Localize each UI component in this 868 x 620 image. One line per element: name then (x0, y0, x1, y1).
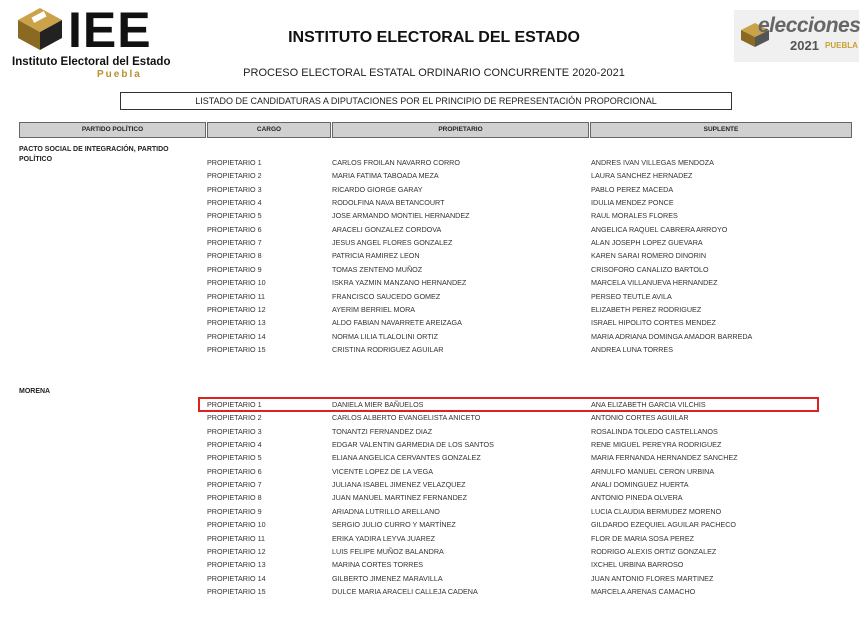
cargo-cell: PROPIETARIO 3 (207, 426, 262, 436)
propietario-cell: TOMAS ZENTENO MUÑOZ (332, 264, 423, 274)
propietario-cell: VICENTE LOPEZ DE LA VEGA (332, 466, 434, 476)
logo-elecciones-text: elecciones (758, 14, 861, 37)
propietario-cell: JOSE ARMANDO MONTIEL HERNANDEZ (332, 211, 470, 221)
suplente-cell: MARCELA VILLANUEVA HERNANDEZ (591, 278, 718, 288)
cargo-cell: PROPIETARIO 13 (207, 318, 266, 328)
cargo-cell: PROPIETARIO 7 (207, 238, 262, 248)
table-row (0, 303, 868, 316)
table-row (0, 183, 868, 196)
propietario-cell: MARIA FATIMA TABOADA MEZA (332, 171, 439, 181)
suplente-cell: RAUL MORALES FLORES (591, 211, 678, 221)
table-row (0, 572, 868, 585)
cargo-cell: PROPIETARIO 11 (207, 533, 266, 543)
propietario-cell: AYERIM BERRIEL MORA (332, 304, 416, 314)
table-row (0, 169, 868, 182)
suplente-cell: ARNULFO MANUEL CERON URBINA (591, 466, 715, 476)
table-row (0, 236, 868, 249)
party-name: PACTO SOCIAL DE INTEGRACIÓN, PARTIDO POLÍTICO (19, 146, 169, 163)
page-subtitle: PROCESO ELECTORAL ESTATAL ORDINARIO CONCURRENTE 2020-2021 (243, 67, 625, 79)
cargo-cell: PROPIETARIO 4 (207, 440, 262, 450)
suplente-cell: MARIA ADRIANA DOMINGA AMADOR BARREDA (591, 331, 753, 341)
cargo-cell: PROPIETARIO 10 (207, 520, 266, 530)
table-row (0, 425, 868, 438)
cargo-cell: PROPIETARIO 3 (207, 184, 262, 194)
table-row (0, 330, 868, 343)
cargo-cell: PROPIETARIO 13 (207, 560, 266, 570)
suplente-cell: RODRIGO ALEXIS ORTIZ GONZALEZ (591, 546, 717, 556)
suplente-cell: KAREN SARAI ROMERO DINORIN (591, 251, 707, 261)
propietario-cell: RODOLFINA NAVA BETANCOURT (332, 198, 445, 208)
suplente-cell: LUCIA CLAUDIA BERMUDEZ MORENO (591, 506, 722, 516)
table-header (19, 122, 852, 138)
cargo-cell: PROPIETARIO 14 (207, 331, 266, 341)
logo-puebla: PUEBLA (825, 41, 858, 50)
suplente-cell: FLOR DE MARIA SOSA PEREZ (591, 533, 695, 543)
cargo-cell: PROPIETARIO 12 (207, 546, 266, 556)
cargo-cell: PROPIETARIO 15 (207, 586, 266, 596)
cargo-cell: PROPIETARIO 7 (207, 480, 262, 490)
suplente-cell: CRISOFORO CANALIZO BARTOLO (591, 264, 709, 274)
table-row (0, 438, 868, 451)
cargo-cell: PROPIETARIO 14 (207, 573, 266, 583)
suplente-cell: ALAN JOSEPH LOPEZ GUEVARA (591, 238, 703, 248)
highlight-box (198, 397, 819, 412)
logo-year: 2021 (790, 38, 819, 53)
table-row (0, 223, 868, 236)
suplente-cell: IXCHEL URBINA BARROSO (591, 560, 684, 570)
logo-iee-text: IEE (68, 2, 152, 58)
cargo-cell: PROPIETARIO 5 (207, 453, 262, 463)
table-row (0, 411, 868, 424)
column-header-suplente: SUPLENTE (590, 122, 852, 138)
party-name: MORENA (19, 388, 51, 395)
propietario-cell: RICARDO GIORGE GARAY (332, 184, 423, 194)
table-row (0, 518, 868, 531)
column-header-party: PARTIDO POLÍTICO (19, 122, 206, 138)
suplente-cell: ANDREA LUNA TORRES (591, 344, 674, 354)
column-header-cargo: CARGO (207, 122, 331, 138)
cargo-cell: PROPIETARIO 8 (207, 251, 262, 261)
propietario-cell: JESUS ANGEL FLORES GONZALEZ (332, 238, 453, 248)
table-row (0, 491, 868, 504)
cargo-cell: PROPIETARIO 10 (207, 278, 266, 288)
suplente-cell: ANTONIO CORTES AGUILAR (591, 413, 689, 423)
propietario-cell: MARINA CORTES TORRES (332, 560, 424, 570)
table-row (0, 343, 868, 356)
suplente-cell: ELIZABETH PEREZ RODRIGUEZ (591, 304, 702, 314)
table-row (0, 196, 868, 209)
table-row (0, 263, 868, 276)
propietario-cell: DANIELA MIER BAÑUELOS (332, 400, 424, 409)
suplente-cell: ANGELICA RAQUEL CABRERA ARROYO (591, 224, 728, 234)
propietario-cell: LUIS FELIPE MUÑOZ BALANDRA (332, 546, 444, 556)
table-row (0, 532, 868, 545)
table-row (0, 585, 868, 598)
suplente-cell: ISRAEL HIPOLITO CORTES MENDEZ (591, 318, 716, 328)
cargo-cell: PROPIETARIO 2 (207, 413, 262, 423)
suplente-cell: LAURA SANCHEZ HERNADEZ (591, 171, 693, 181)
page-title: INSTITUTO ELECTORAL DEL ESTADO (288, 29, 580, 46)
cargo-cell: PROPIETARIO 6 (207, 224, 262, 234)
logo-place: Puebla (97, 69, 142, 80)
cargo-cell: PROPIETARIO 4 (207, 198, 262, 208)
list-title: LISTADO DE CANDIDATURAS A DIPUTACIONES POR EL PRINCIPIO DE REPRESENTACIÓN PROPORCIONAL (120, 92, 732, 110)
propietario-cell: ALDO FABIAN NAVARRETE AREIZAGA (332, 318, 462, 328)
table-row (0, 316, 868, 329)
table-row (0, 156, 868, 169)
suplente-cell: ROSALINDA TOLEDO CASTELLANOS (591, 426, 718, 436)
propietario-cell: GILBERTO JIMENEZ MARAVILLA (332, 573, 443, 583)
cargo-cell: PROPIETARIO 11 (207, 291, 266, 301)
table-row (0, 451, 868, 464)
cargo-cell: PROPIETARIO 12 (207, 304, 266, 314)
table-row (0, 478, 868, 491)
propietario-cell: NORMA LILIA TLALOLINI ORTIZ (332, 331, 438, 341)
suplente-cell: MARCELA ARENAS CAMACHO (591, 586, 696, 596)
propietario-cell: ISKRA YAZMIN MANZANO HERNANDEZ (332, 278, 467, 288)
propietario-cell: FRANCISCO SAUCEDO GOMEZ (332, 291, 441, 301)
suplente-cell: PABLO PEREZ MACEDA (591, 184, 674, 194)
table-row (0, 249, 868, 262)
column-header-propietario: PROPIETARIO (332, 122, 589, 138)
propietario-cell: ARIADNA LUTRILLO ARELLANO (332, 506, 440, 516)
suplente-cell: ANA ELIZABETH GARCIA VILCHIS (591, 400, 706, 409)
propietario-cell: PATRICIA RAMIREZ LEON (332, 251, 420, 261)
propietario-cell: CARLOS ALBERTO EVANGELISTA ANICETO (332, 413, 481, 423)
cargo-cell: PROPIETARIO 15 (207, 344, 266, 354)
propietario-cell: ELIANA ANGELICA CERVANTES GONZALEZ (332, 453, 481, 463)
cargo-cell: PROPIETARIO 1 (207, 158, 262, 167)
propietario-cell: TONANTZI FERNANDEZ DIAZ (332, 426, 433, 436)
logo-subtitle: Instituto Electoral del Estado (12, 56, 171, 68)
suplente-cell: ANDRES IVAN VILLEGAS MENDOZA (591, 158, 714, 167)
table-row (0, 545, 868, 558)
suplente-cell: ANALI DOMINGUEZ HUERTA (591, 480, 689, 490)
cargo-cell: PROPIETARIO 2 (207, 171, 262, 181)
propietario-cell: DULCE MARIA ARACELI CALLEJA CADENA (332, 586, 478, 596)
table-row (0, 465, 868, 478)
suplente-cell: ANTONIO PINEDA OLVERA (591, 493, 683, 503)
table-row (0, 290, 868, 303)
suplente-cell: IDULIA MENDEZ PONCE (591, 198, 674, 208)
propietario-cell: JUAN MANUEL MARTINEZ FERNANDEZ (332, 493, 467, 503)
cargo-cell: PROPIETARIO 6 (207, 466, 262, 476)
suplente-cell: JUAN ANTONIO FLORES MARTINEZ (591, 573, 714, 583)
cargo-cell: PROPIETARIO 9 (207, 264, 262, 274)
propietario-cell: JULIANA ISABEL JIMENEZ VELAZQUEZ (332, 480, 466, 490)
propietario-cell: ARACELI GONZALEZ CORDOVA (332, 224, 442, 234)
cargo-cell: PROPIETARIO 5 (207, 211, 262, 221)
suplente-cell: MARIA FERNANDA HERNANDEZ SANCHEZ (591, 453, 738, 463)
suplente-cell: RENE MIGUEL PEREYRA RODRIGUEZ (591, 440, 722, 450)
suplente-cell: PERSEO TEUTLE AVILA (591, 291, 672, 301)
cargo-cell: PROPIETARIO 9 (207, 506, 262, 516)
cargo-cell: PROPIETARIO 8 (207, 493, 262, 503)
propietario-cell: CRISTINA RODRIGUEZ AGUILAR (332, 344, 444, 354)
table-row (0, 558, 868, 571)
table-row (0, 505, 868, 518)
propietario-cell: EDGAR VALENTIN GARMEDIA DE LOS SANTOS (332, 440, 494, 450)
propietario-cell: SERGIO JULIO CURRO Y MARTÍNEZ (332, 520, 456, 530)
cargo-cell: PROPIETARIO 1 (207, 400, 262, 409)
table-row (0, 209, 868, 222)
propietario-cell: ERIKA YADIRA LEYVA JUAREZ (332, 533, 436, 543)
table-row (0, 276, 868, 289)
suplente-cell: GILDARDO EZEQUIEL AGUILAR PACHECO (591, 520, 736, 530)
propietario-cell: CARLOS FROILAN NAVARRO CORRO (332, 158, 460, 167)
